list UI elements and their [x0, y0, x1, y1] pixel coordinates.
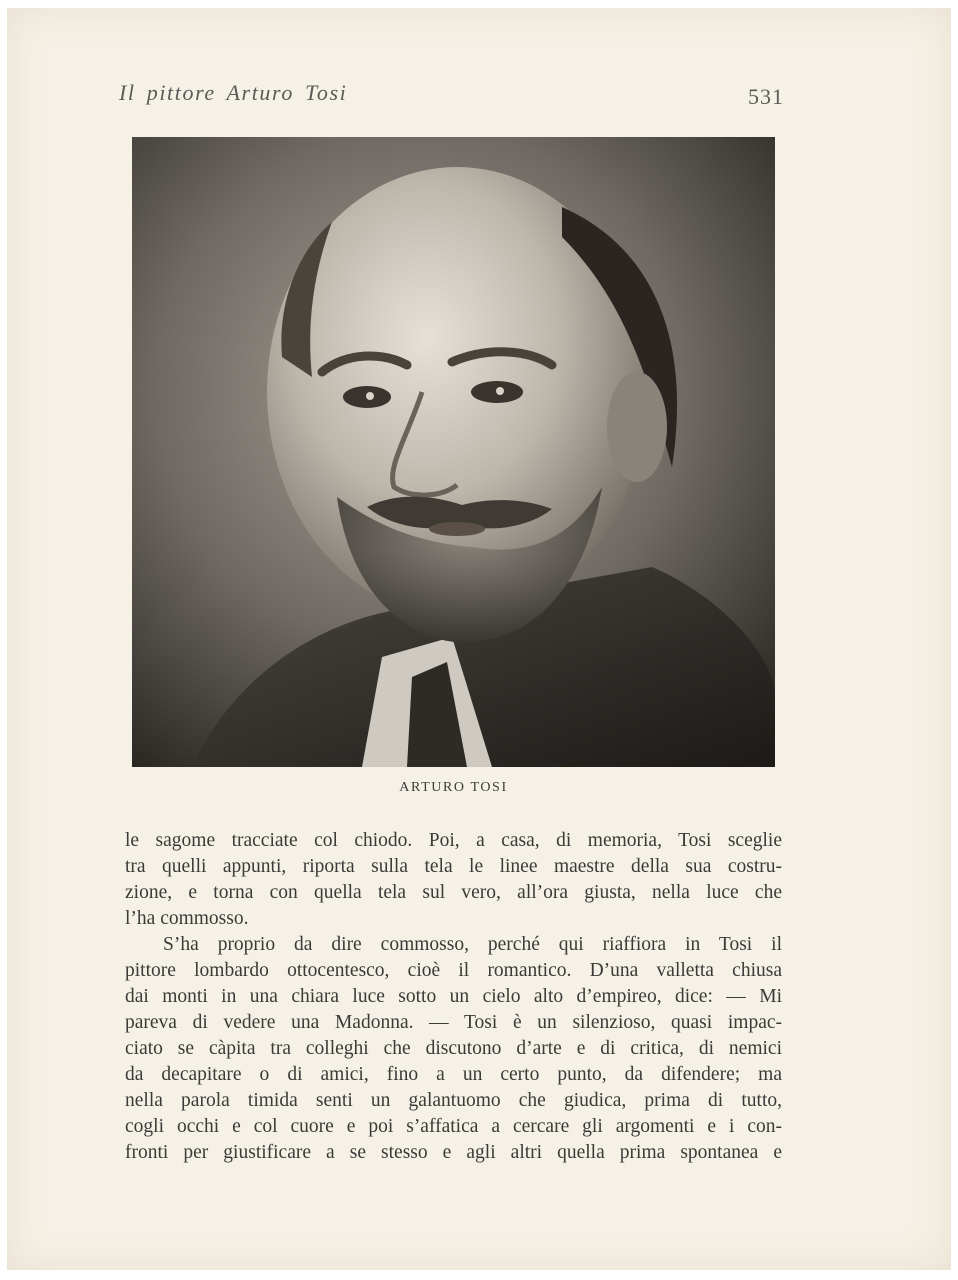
page [7, 8, 951, 1270]
text-line: pittore lombardo ottocentesco, cioè il romantico. D’una valletta chiusa [125, 960, 782, 981]
text-line: dai monti in una chiara luce sotto un cielo alto d’empireo, dice: — Mi [125, 986, 782, 1007]
page-number: 531 [748, 84, 784, 109]
text-line: pareva di vedere una Madonna. — Tosi è un silenzioso, quasi impac- [125, 1012, 782, 1033]
text-line: l’ha commosso. [125, 908, 249, 929]
text-line: fronti per giustificare a se stesso e agli altri quella prima spontanea e [125, 1142, 782, 1163]
text-line: le sagome tracciate col chiodo. Poi, a casa, di memoria, Tosi sceglie [125, 830, 782, 851]
text-line: tra quelli appunti, riporta sulla tela le linee maestre della sua costru- [125, 856, 782, 877]
text-line: nella parola timida senti un galantuomo che giudica, prima di tutto, [125, 1090, 782, 1111]
portrait-photo [132, 137, 775, 767]
photo-caption: ARTURO TOSI [399, 780, 508, 795]
text-line: cogli occhi e col cuore e poi s’affatica a cercare gli argomenti e i con- [125, 1116, 782, 1137]
text-line: ciato se càpita tra colleghi che discutono d’arte e di critica, di nemici [125, 1038, 782, 1059]
text-line: S’ha proprio da dire commosso, perché qui riaffiora in Tosi il [163, 934, 782, 955]
body-text [125, 828, 782, 1166]
text-line: da decapitare o di amici, fino a un certo punto, da difendere; ma [125, 1064, 782, 1085]
text-line: zione, e torna con quella tela sul vero, all’ora giusta, nella luce che [125, 882, 782, 903]
running-head: Il pittore Arturo Tosi [119, 80, 348, 105]
